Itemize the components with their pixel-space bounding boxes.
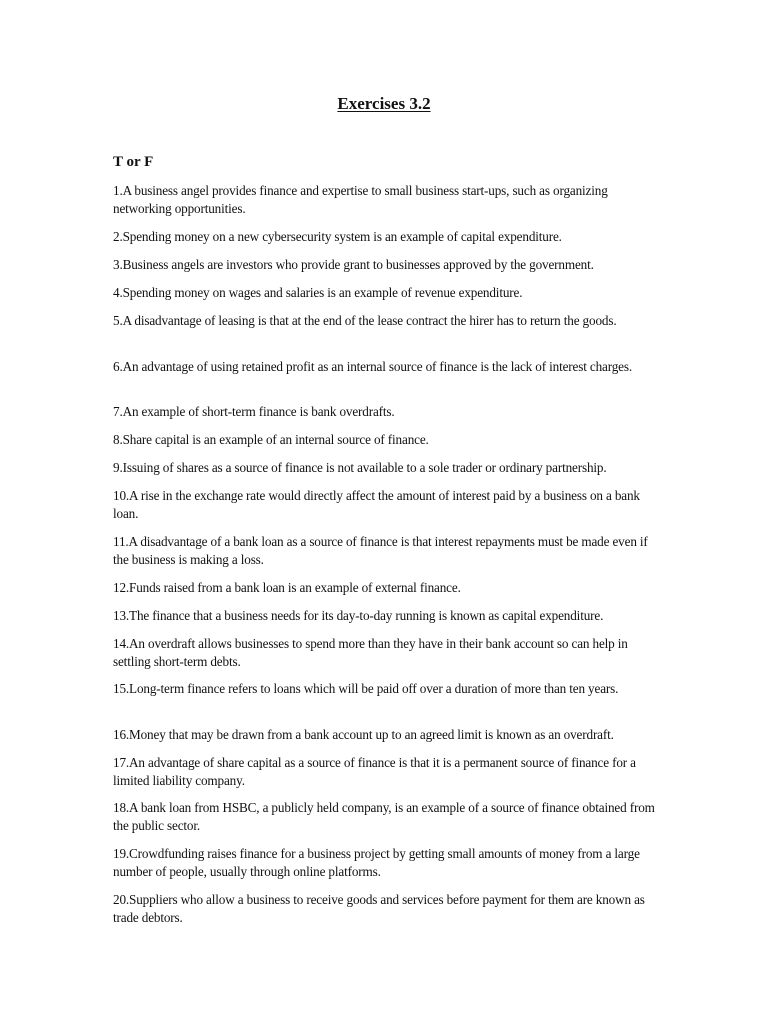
question-4: 4.Spending money on wages and salaries is an example of revenue expenditure. [113, 285, 523, 300]
question-1: 1.A business angel provides finance and expertise to small business start-ups, such as organizing networking opportunities. [113, 183, 608, 216]
question-19: 19.Crowdfunding raises finance for a business project by getting small amounts of money from a large number of people, usually through online platforms. [113, 846, 640, 879]
question-7: 7.An example of short-term finance is bank overdrafts. [113, 404, 395, 419]
question-3: 3.Business angels are investors who provide grant to businesses approved by the government. [113, 257, 594, 272]
question-6: 6.An advantage of using retained profit as an internal source of finance is the lack of interest charges. [113, 359, 633, 374]
question-17: 17.An advantage of share capital as a source of finance is that it is a permanent source of finance for a limited liability company. [113, 755, 636, 788]
question-10: 10.A rise in the exchange rate would directly affect the amount of interest paid by a business on a bank loan. [113, 488, 640, 521]
question-9: 9.Issuing of shares as a source of finance is not available to a sole trader or ordinary partnership. [113, 460, 607, 475]
question-5: 5.A disadvantage of leasing is that at the end of the lease contract the hirer has to return the goods. [113, 313, 617, 328]
question-16: 16.Money that may be drawn from a bank account up to an agreed limit is known as an overdraft. [113, 727, 614, 742]
section-heading: T or F [113, 154, 154, 170]
question-2: 2.Spending money on a new cybersecurity system is an example of capital expenditure. [113, 229, 562, 244]
question-13: 13.The finance that a business needs for its day-to-day running is known as capital expenditure. [113, 608, 604, 623]
question-15: 15.Long-term finance refers to loans which will be paid off over a duration of more than ten years. [113, 681, 619, 696]
question-14: 14.An overdraft allows businesses to spend more than they have in their bank account so can help in settling short-term debts. [113, 636, 628, 669]
question-12: 12.Funds raised from a bank loan is an example of external finance. [113, 580, 461, 595]
question-20: 20.Suppliers who allow a business to receive goods and services before payment for them are known as trade debtors. [113, 892, 645, 925]
question-11: 11.A disadvantage of a bank loan as a source of finance is that interest repayments must be made even if the business is making a loss. [113, 534, 648, 567]
question-18: 18.A bank loan from HSBC, a publicly held company, is an example of a source of finance obtained from the public sector. [113, 800, 655, 833]
page-title: Exercises 3.2 [337, 94, 431, 113]
question-8: 8.Share capital is an example of an internal source of finance. [113, 432, 429, 447]
